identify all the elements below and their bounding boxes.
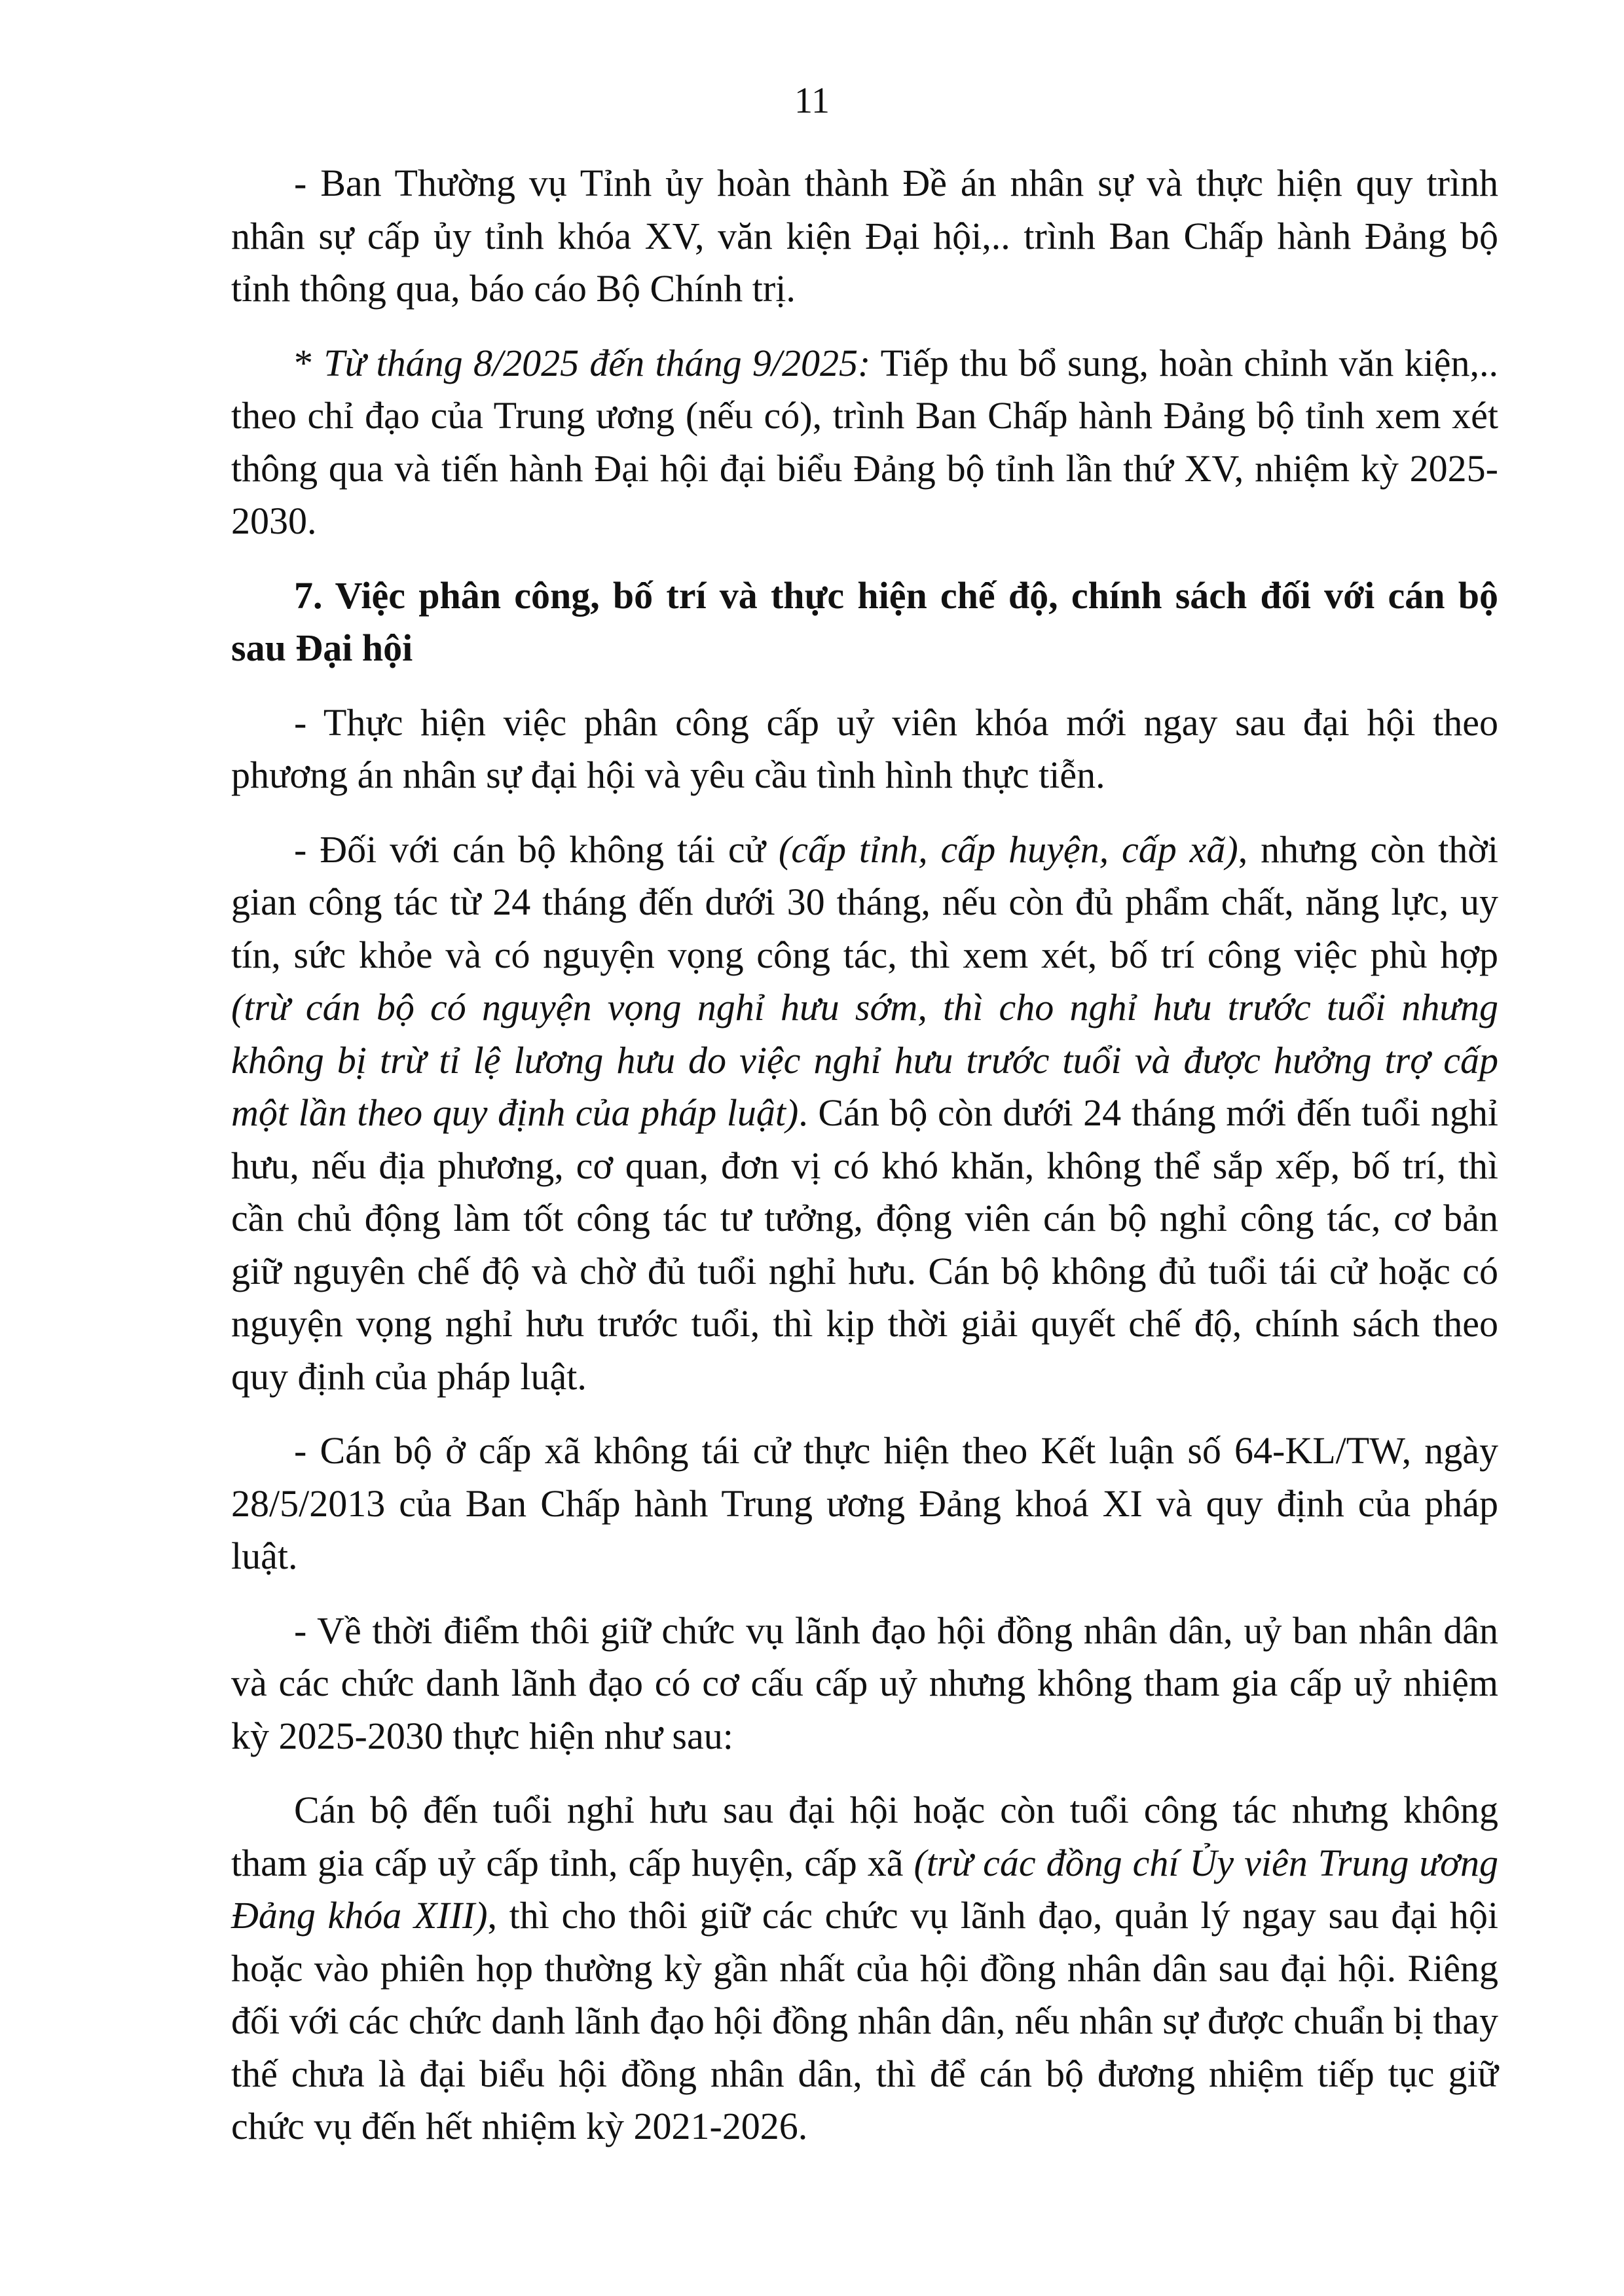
paragraph-text: - Đối với cán bộ không tái cử <box>294 828 779 871</box>
paragraph-text: Tiếp thu bổ sung, hoàn chỉnh văn kiện,.. theo chỉ đạo của Trung ương (nếu có), trình Ban Chấp hành Đảng bộ tỉnh xem xét thông qua và tiến hành Đại hội đại biểu Đảng bộ tỉnh lần thứ XV, nhiệm kỳ 2025-2030. <box>231 341 1499 542</box>
central-committee-italic: (trừ các đồng chí Ủy viên Trung ương Đảng khóa XIII) <box>231 1841 1498 1937</box>
paragraph-text: Cán bộ đến tuổi nghỉ hưu sau đại hội hoặc còn tuổi công tác nhưng không tham gia cấp uỷ cấp tỉnh, cấp huyện, cấp xã <box>231 1789 1498 1884</box>
paragraph-text: , nhưng còn thời gian công tác từ 24 tháng đến dưới 30 tháng, nếu còn đủ phẩm chất, năng lực, uy tín, sức khỏe và có nguyện vọng công tác, thì xem xét, bố trí công việc phù hợp <box>231 828 1499 976</box>
asterisk-marker: * <box>294 341 324 384</box>
paragraph-aug-sep-2025 <box>231 337 1498 548</box>
paragraph-leadership-timing: - Về thời điểm thôi giữ chức vụ lãnh đạo hội đồng nhân dân, uỷ ban nhân dân và các chức danh lãnh đạo có cơ cấu cấp uỷ nhưng không tham gia cấp uỷ nhiệm kỳ 2025-2030 thực hiện như sau: <box>231 1609 1498 1757</box>
levels-italic: (cấp tỉnh, cấp huyện, cấp xã) <box>778 828 1238 871</box>
paragraph-standing-committee: - Ban Thường vụ Tỉnh ủy hoàn thành Đề án nhân sự và thực hiện quy trình nhân sự cấp ủy tỉnh khóa XV, văn kiện Đại hội,.. trình Ban Chấp hành Đảng bộ tỉnh thông qua, báo cáo Bộ Chính trị. <box>231 162 1498 310</box>
paragraph-commune-level: - Cán bộ ở cấp xã không tái cử thực hiện theo Kết luận số 64-KL/TW, ngày 28/5/2013 của Ban Chấp hành Trung ương Đảng khoá XI và quy định của pháp luật. <box>231 1429 1498 1577</box>
document-body <box>231 157 1498 2175</box>
paragraph-text: . Cán bộ còn dưới 24 tháng mới đến tuổi nghỉ hưu, nếu địa phương, cơ quan, đơn vị có khó khăn, không thể sắp xếp, bố trí, thì cần chủ động làm tốt công tác tư tưởng, động viên cán bộ nghỉ công tác, cơ bản giữ nguyên chế độ và chờ đủ tuổi nghỉ hưu. Cán bộ không đủ tuổi tái cử hoặc có nguyện vọng nghỉ hưu trước tuổi, thì kịp thời giải quyết chế độ, chính sách theo quy định của pháp luật. <box>231 1091 1498 1398</box>
section-heading-7: 7. Việc phân công, bố trí và thực hiện chế độ, chính sách đối với cán bộ sau Đại hội <box>231 574 1498 669</box>
paragraph-non-reelected-cadres <box>231 824 1498 1404</box>
paragraph-text: , thì cho thôi giữ các chức vụ lãnh đạo, quản lý ngay sau đại hội hoặc vào phiên họp thường kỳ gần nhất của hội đồng nhân dân sau đại hội. Riêng đối với các chức danh lãnh đạo hội đồng nhân dân, nếu nhân sự được chuẩn bị thay thế chưa là đại biểu hội đồng nhân dân, thì để cán bộ đương nhiệm tiếp tục giữ chức vụ đến hết nhiệm kỳ 2021-2026. <box>231 1894 1498 2147</box>
paragraph-retirement-age-cadres <box>231 1784 1498 2153</box>
timeframe-italic: Từ tháng 8/2025 đến tháng 9/2025: <box>323 341 871 384</box>
early-retirement-italic: (trừ cán bộ có nguyện vọng nghỉ hưu sớm, thì cho nghỉ hưu trước tuổi nhưng không bị trừ tỉ lệ lương hưu do việc nghỉ hưu trước tuổi và được hưởng trợ cấp một lần theo quy định của pháp luật) <box>231 986 1498 1134</box>
paragraph-assignment: - Thực hiện việc phân công cấp uỷ viên khóa mới ngay sau đại hội theo phương án nhân sự đại hội và yêu cầu tình hình thực tiễn. <box>231 701 1498 796</box>
page-number: 11 <box>794 81 830 121</box>
